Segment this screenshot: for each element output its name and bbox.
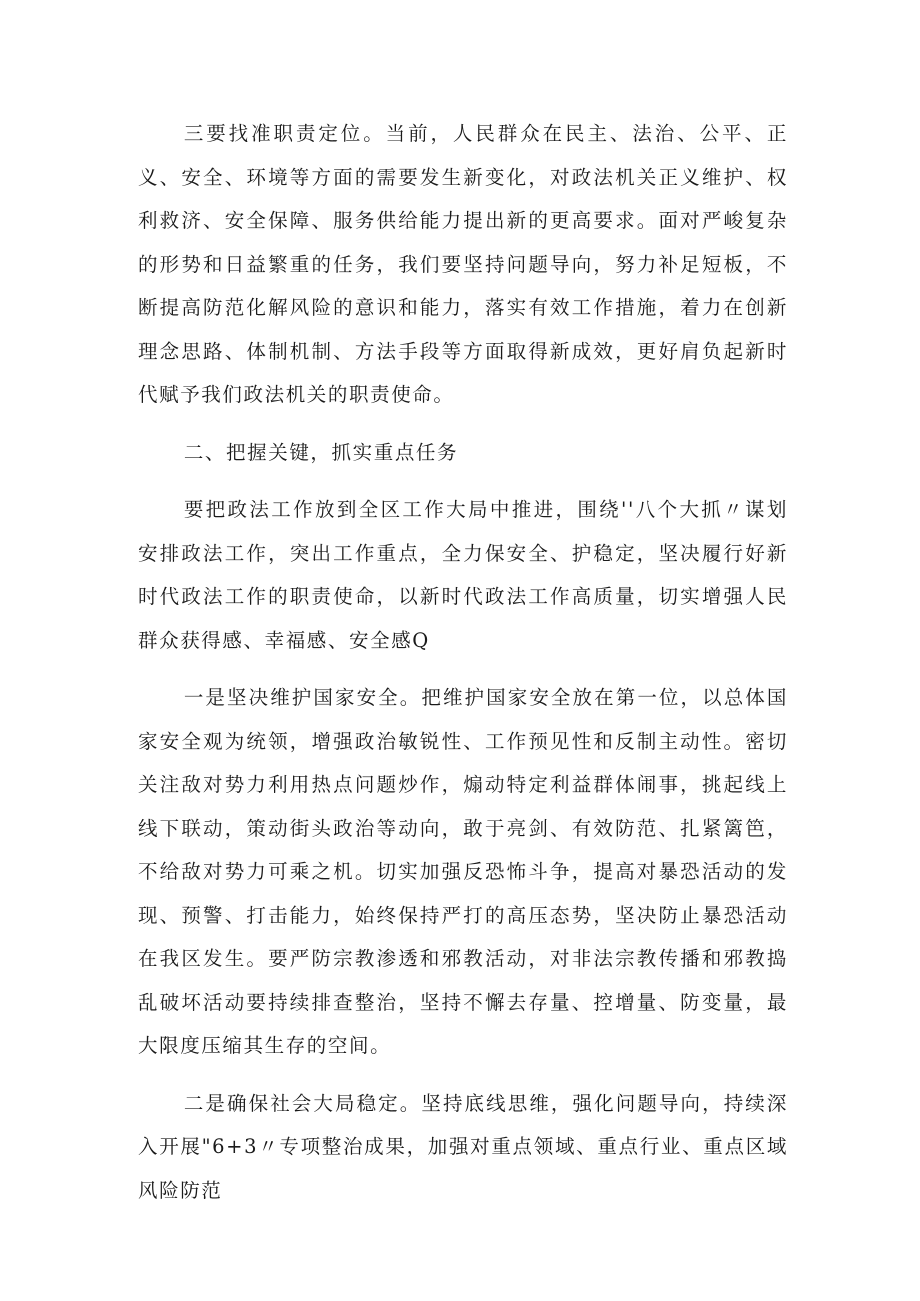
- section-heading-key-tasks: 二、把握关键，抓实重点任务: [183, 440, 459, 464]
- paragraph-overall-work: 要把政法工作放到全区工作大局中推进，围绕''八个大抓〃谋划安排政法工作，突出工作重点，全力保安全、护稳定，坚决履行好新时代政法工作的职责使命，以新时代政法工作高质量，切实增强人民群众获得感、幸福感、安全感Q: [138, 498, 788, 652]
- paragraph-social-stability: 二是确保社会大局稳定。坚持底线思维，强化问题导向，持续深入开展"6+3〃专项整治成果，加强对重点领域、重点行业、重点区域风险防范: [138, 1091, 788, 1202]
- paragraph-role-positioning: 三要找准职责定位。当前，人民群众在民主、法治、公平、正义、安全、环境等方面的需要发生新变化，对政法机关正义维护、权利救济、安全保障、服务供给能力提出新的更高要求。面对严峻复杂的形势和日益繁重的任务，我们要坚持问题导向，努力补足短板，不断提高防范化解风险的意识和能力，落实有效工作措施，着力在创新理念思路、体制机制、方法手段等方面取得新成效，更好肩负起新时代赋予我们政法机关的职责使命。: [138, 122, 788, 406]
- paragraph-national-security: 一是坚决维护国家安全。把维护国家安全放在第一位，以总体国家安全观为统领，增强政治敏锐性、工作预见性和反制主动性。密切关注敌对势力利用热点问题炒作，煽动特定利益群体闹事，挑起线上线下联动，策动街头政治等动向，敢于亮剑、有效防范、扎紧篱笆，不给敌对势力可乘之机。切实加强反恐怖斗争，提高对暴恐活动的发现、预警、打击能力，始终保持严打的高压态势，坚决防止暴恐活动在我区发生。要严防宗教渗透和邪教活动，对非法宗教传播和邪教捣乱破坏活动要持续排查整治，坚持不懈去存量、控增量、防变量，最大限度压缩其生存的空间。: [138, 686, 788, 1057]
- document-body: [138, 112, 788, 1212]
